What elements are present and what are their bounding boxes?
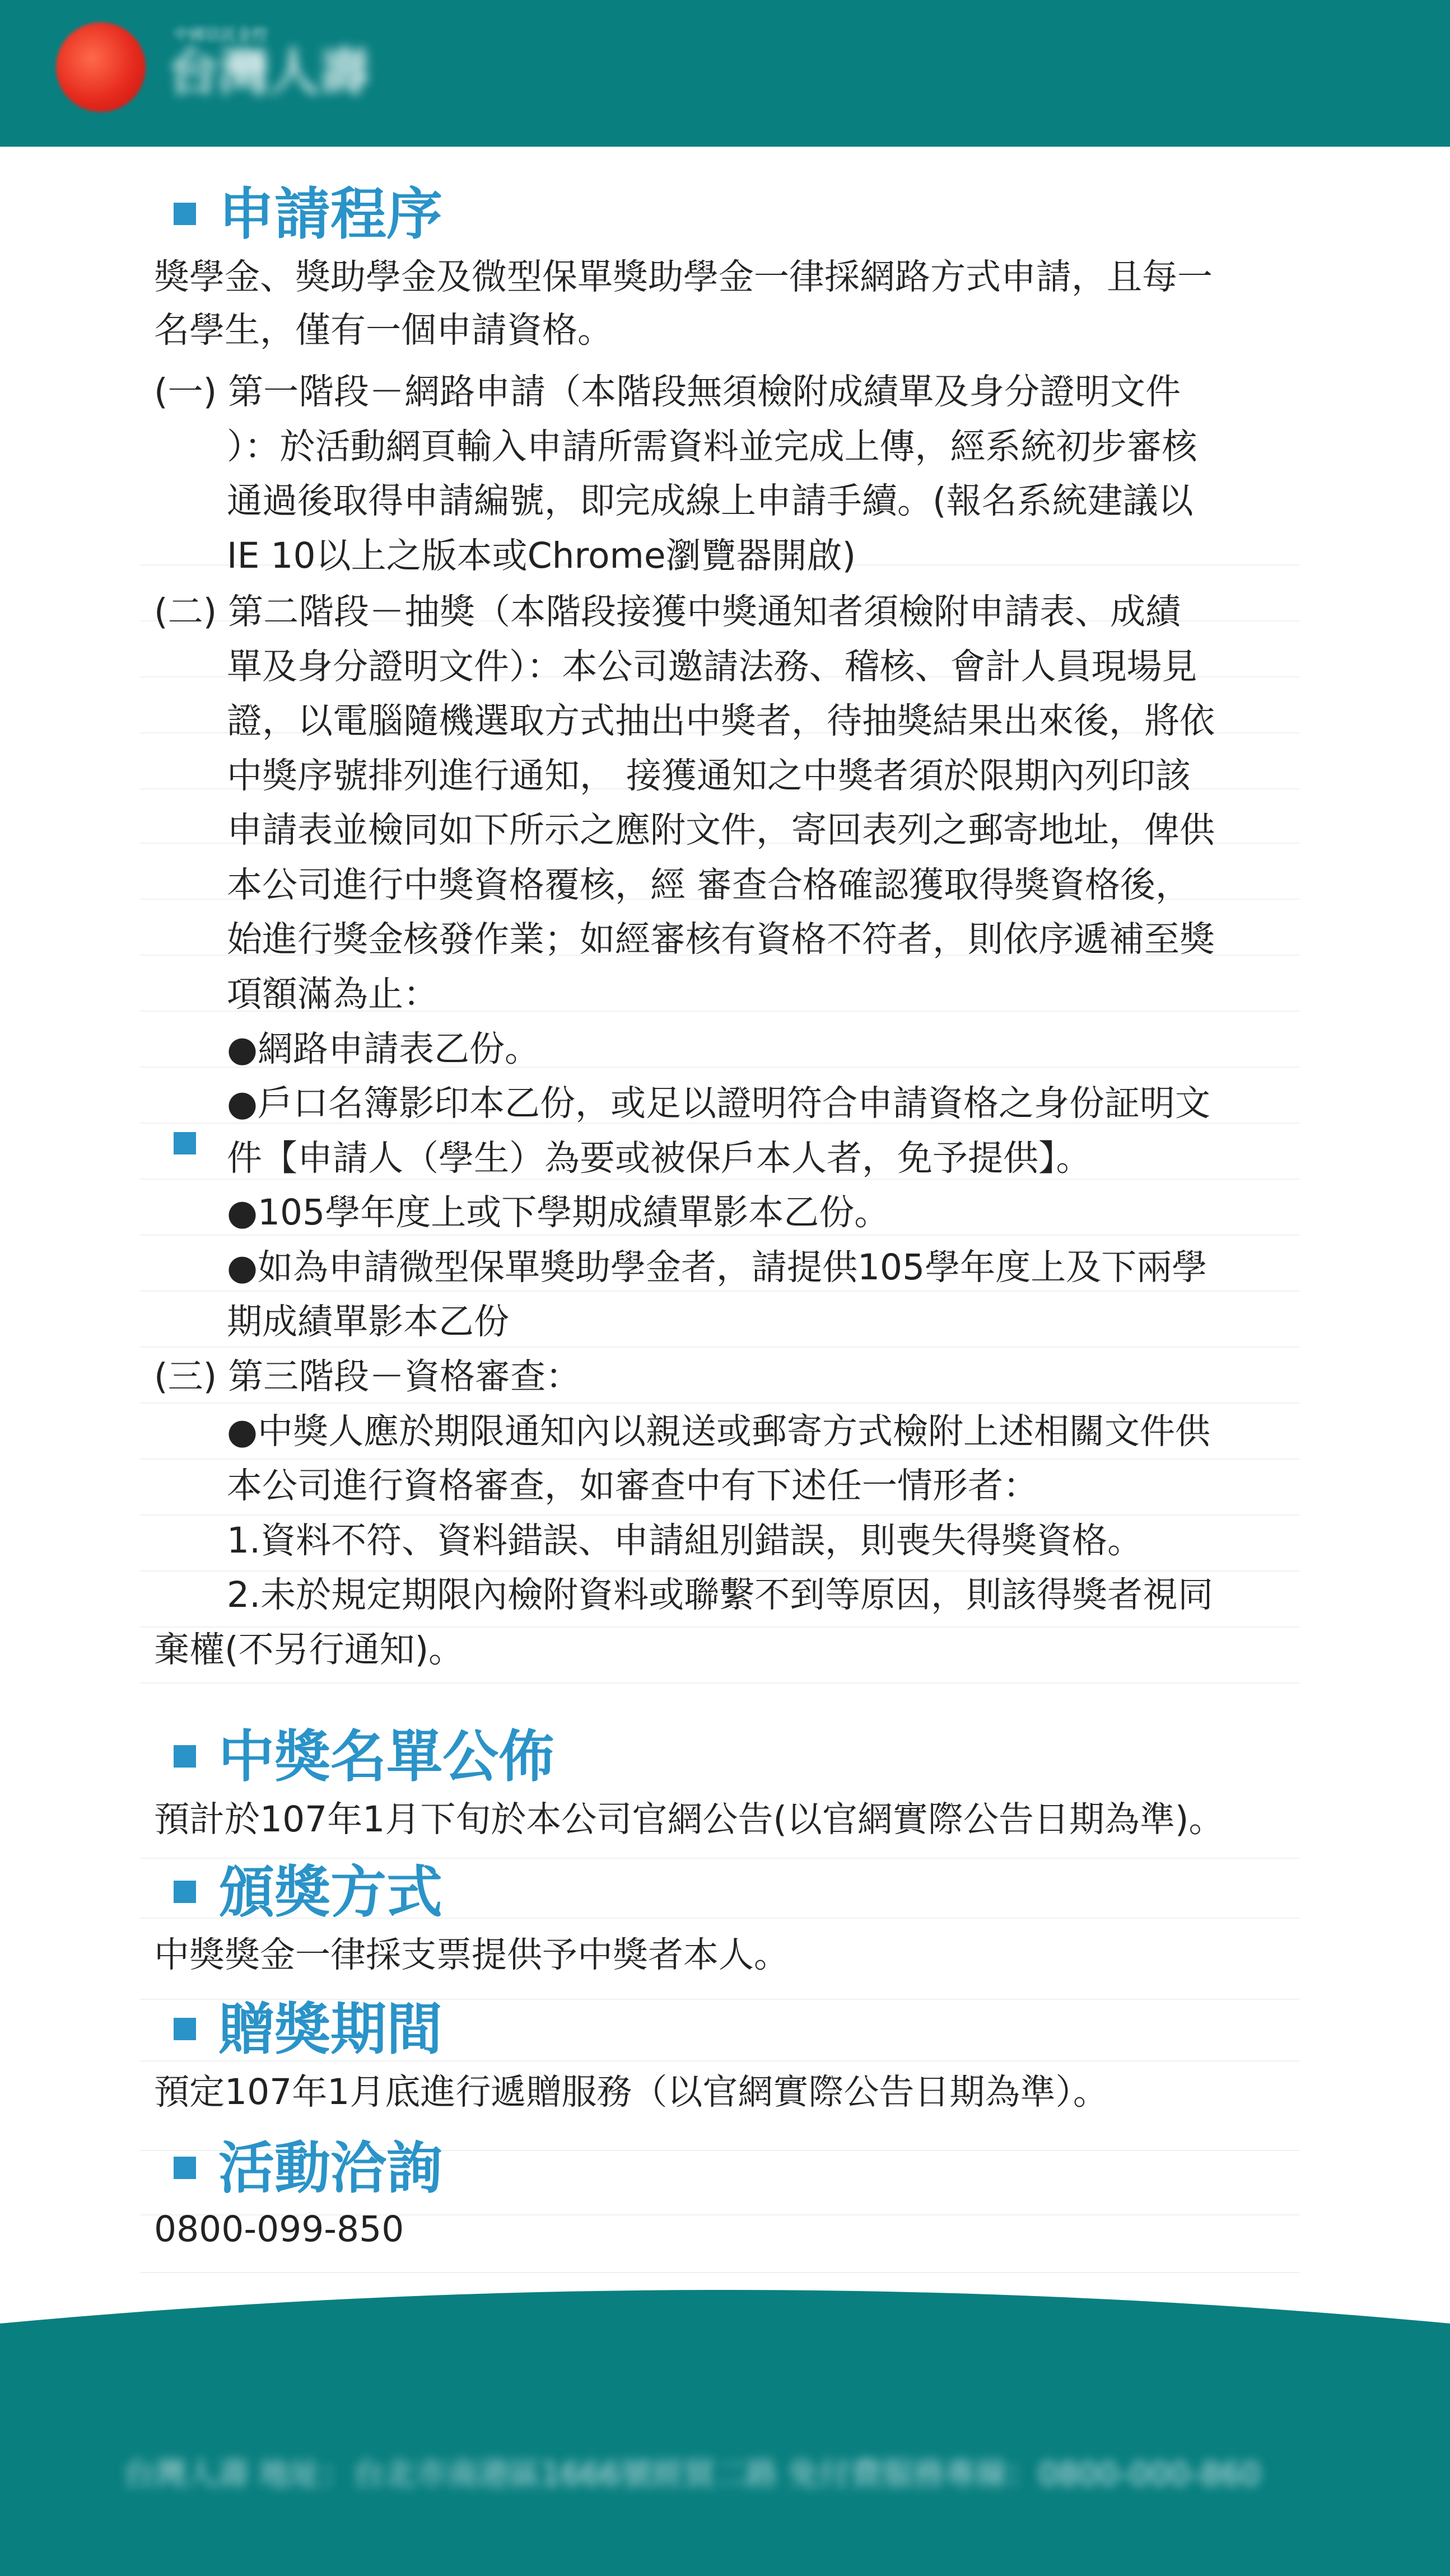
stage3-line: (三) 第三階段－資格審查： (154, 1356, 581, 1397)
logo-subtitle: 中國信託金控 (174, 25, 268, 44)
list-item: 期成績單影本乙份 (227, 1301, 509, 1342)
stage3-line: ●中獎人應於期限通知內以親送或郵寄方式檢附上述相關文件供 (227, 1411, 1210, 1452)
stage1-line: 通過後取得申請編號，即完成線上申請手續。(報名系統建議以 (227, 480, 1193, 521)
stage3-line: 1.資料不符、資料錯誤、申請組別錯誤，則喪失得獎資格。 (227, 1520, 1143, 1561)
divider (140, 1682, 1299, 1684)
footer-address: 台灣人壽 地址：台北市南港區1666號經貿二路 免付費服務專線：0800-000-860 (123, 2458, 1261, 2491)
stage2-line: 證，以電腦隨機選取方式抽出中獎者，待抽獎結果出來後，將依 (227, 700, 1215, 741)
stage3-line: 棄權(不另行通知)。 (154, 1629, 464, 1670)
square-bullet-icon (174, 203, 196, 225)
section-title-period (174, 1993, 442, 2066)
section-title-award (174, 1856, 442, 1929)
section-title-winners (174, 1721, 554, 1793)
stage2-line: (二) 第二階段－抽獎（本階段接獲中獎通知者須檢附申請表、成績 (154, 591, 1181, 632)
section-title-text: 贈獎期間 (218, 1997, 442, 2062)
divider (140, 1402, 1299, 1404)
stage2-line: 申請表並檢同如下所示之應附文件，寄回表列之郵寄地址，俾供 (227, 810, 1215, 850)
stage2-line: 本公司進行中獎資格覆核，經 審查合格確認獲取得獎資格後， (227, 864, 1191, 905)
list-item: ●戶口名簿影印本乙份，或足以證明符合申請資格之身份証明文 (227, 1083, 1210, 1124)
section-title-text: 申請程序 (218, 181, 442, 247)
section-title-text: 中獎名單公佈 (218, 1724, 554, 1789)
stage1-line: ）：於活動網頁輸入申請所需資料並完成上傳，經系統初步審核 (227, 426, 1197, 467)
section-title-contact (174, 2132, 442, 2205)
paragraph-line: 預定107年1月底進行遞贈服務（以官網實際公告日期為準）。 (154, 2072, 1108, 2112)
list-item: 件【申請人（學生）為要或被保戶本人者，免予提供】。 (227, 1138, 1092, 1179)
paragraph-line: 中獎獎金一律採支票提供予中獎者本人。 (154, 1934, 789, 1975)
stage2-line: 單及身分證明文件）：本公司邀請法務、稽核、會計人員現場見 (227, 646, 1197, 687)
footer-bar (0, 2323, 1450, 2576)
list-item: ●網路申請表乙份。 (227, 1028, 540, 1069)
stage1-line: IE 10以上之版本或Chrome瀏覽器開啟) (227, 535, 856, 576)
section-title-procedure (174, 178, 442, 251)
stage3-line: 本公司進行資格審查，如審查中有下述任一情形者： (227, 1465, 1038, 1506)
square-bullet-icon (174, 2018, 196, 2040)
logo-text[interactable]: 台灣人壽 (168, 43, 370, 102)
list-item: ●105學年度上或下學期成績單影本乙份。 (227, 1192, 890, 1233)
section-title-text: 頒獎方式 (218, 1859, 442, 1925)
stage2-line: 中獎序號排列進行通知， 接獲通知之中獎者須於限期內列印該 (227, 755, 1191, 796)
stage1-line: (一) 第一階段－網路申請（本階段無須檢附成績單及身分證明文件 (154, 371, 1181, 412)
stage2-line: 始進行獎金核發作業；如經審核有資格不符者，則依序遞補至獎 (227, 919, 1215, 960)
divider (140, 1458, 1299, 1460)
list-item: ●如為申請微型保單獎助學金者，請提供105學年度上及下兩學 (227, 1247, 1207, 1288)
square-bullet-icon (174, 2157, 196, 2179)
stage3-line: 2.未於規定期限內檢附資料或聯繫不到等原因，則該得獎者視同 (227, 1574, 1214, 1615)
contact-phone[interactable]: 0800-099-850 (154, 2209, 404, 2250)
paragraph-line: 名學生，僅有一個申請資格。 (154, 310, 613, 350)
square-bullet-icon (174, 1881, 196, 1903)
square-bullet-icon (174, 1745, 196, 1768)
stage2-line: 項額滿為止： (227, 974, 439, 1014)
paragraph-line: 獎學金、獎助學金及微型保單獎助學金一律採網路方式申請，且每一 (154, 256, 1213, 297)
square-bullet-icon (174, 1132, 196, 1154)
paragraph-line: 預計於107年1月下旬於本公司官網公告(以官網實際公告日期為準)。 (154, 1799, 1224, 1840)
section-title-text: 活動洽詢 (218, 2135, 442, 2201)
